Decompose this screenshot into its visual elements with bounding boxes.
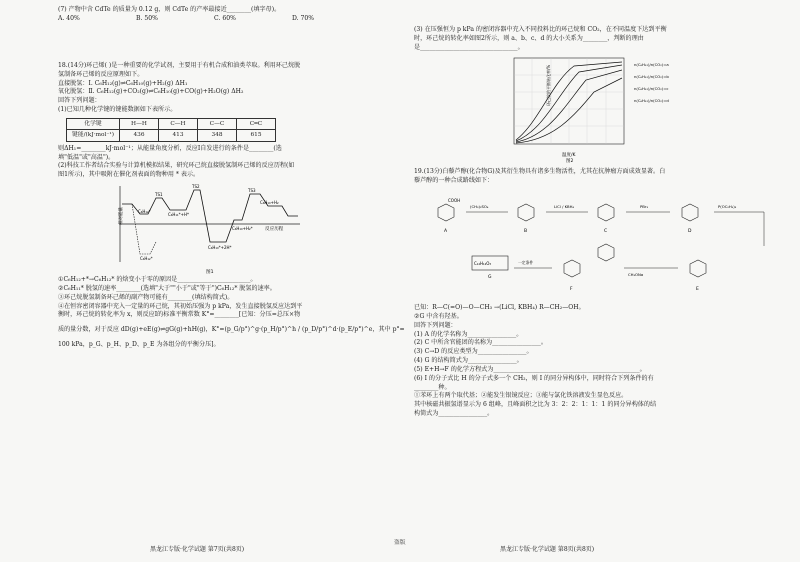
q18-intro-2: 氢制备环己烯的反应原理如下。 (58, 70, 144, 78)
q19-answer-prompt: 回答下列问题： (414, 321, 457, 329)
reagent-de: P(OC₂H₅)₃ (718, 204, 737, 210)
table-cell: 615 (236, 130, 275, 141)
q19-sub-5: (5) E+H→F 的化学方程式为________________________________________________。 (414, 365, 646, 373)
legend-d: n(C₆H₁₂)/n(CO₂)=d (634, 98, 669, 104)
q18-sub-4-line-1: ④在恒容密闭容器中充入一定量的环己烷，其初始压强为 p kPa，发生直接脱氢反应达到平 (58, 302, 303, 310)
q19-sub-4: (4) G 的结构简式为________________。 (414, 357, 523, 365)
q19-sub-3: (3) C→D 的反应类型为________________。 (414, 348, 533, 356)
center-stamp: 盗版 (394, 540, 406, 546)
label-c6h10-2h: C₆H₁₀*+2H* (208, 245, 232, 251)
compound-h-ring (598, 244, 614, 261)
label-c6h12-ads: C₆H₁₂* (138, 209, 151, 215)
bond-energy-table (66, 118, 276, 142)
q18-sub-2: ②C₆H₁₁* 脱氢的速率________(选填"大于""小于"或"等于")C₆H₁₂* 脱氢的速率。 (58, 284, 276, 292)
synthesis-route (414, 186, 786, 304)
label-a: A (444, 229, 448, 235)
q19-sub-1: (1) A 的化学名称为________________。 (414, 330, 523, 338)
q7-option-a: A. 40% (58, 14, 80, 22)
fig2-ylabel: 环己烷的平衡转化率/% (546, 65, 551, 107)
label-d: D (688, 229, 692, 235)
table-header-cell: C═C (236, 118, 275, 129)
fig1-ylabel: 相对能量 (119, 207, 124, 226)
reaction-arrows (466, 212, 764, 268)
q7-options (58, 15, 368, 24)
given-2: ②G 中含有羟基。 (414, 312, 463, 320)
reagent-fg: 一定条件 (518, 260, 534, 266)
legend-b: n(C₆H₁₂)/n(CO₂)=b (634, 74, 669, 80)
label-ts3: TS3 (248, 188, 256, 194)
energy-profile-figure (110, 180, 310, 276)
compound-a-ring (438, 204, 454, 221)
q19-sub-6-line-3: ①苯环上有两个取代基；②能发生银镜反应；③能与氯化铁溶液发生显色反应。 (414, 392, 628, 400)
q18-part-2-line-1: (2)科技工作者结合实验与计算机模拟结果，研究环己烷直接脱氢制环己烯的反应历程(如 (58, 162, 295, 170)
q18-part-3-line-2: 时，环己烷的转化率如图2所示，则 a、b、c、d 的大小关系为________，判断的理由 (414, 34, 644, 42)
table-cell: 348 (197, 130, 236, 141)
q18-sub-4-line-4: 100 kPa，p_G、p_H、p_D、p_E 为各组分的平衡分压]。 (58, 341, 220, 349)
label-c6h10-h2-ads: C₆H₁₀+H₂* (232, 226, 253, 232)
label-c6h11: C₆H₁₁*+H* (168, 212, 189, 218)
reagent-bc: LiCl / KBH₄ (554, 204, 575, 210)
right-footer: 黑龙江专版·化学试题 第8页(共8页) (500, 546, 595, 554)
q18-sub-1: ①C₆H₁₂+*→C₆H₁₂* 的焓变小于零的原因是________________________。 (58, 276, 257, 284)
label-b: B (524, 229, 528, 235)
fig1-caption: 图1 (206, 270, 214, 276)
legend-a: n(C₆H₁₂)/n(CO₂)=a (634, 62, 669, 68)
table-header-cell: C—C (197, 118, 236, 129)
table-header-cell: 化学键 (67, 118, 120, 129)
g-formula: C₁₄H₁₂O₃ (474, 261, 491, 267)
table-cell: 436 (119, 130, 158, 141)
conversion-figure (474, 52, 774, 165)
q19-intro-2: 藜芦醇的一种合成路线如下： (414, 177, 494, 185)
q7-option-b: B. 50% (136, 14, 158, 22)
q19-sub-6-line-2: ________种。 (414, 383, 451, 391)
label-c: C (604, 229, 608, 235)
q19-sub-6-line-1: (6) I 的分子式比 H 的分子式多一个 CH₂，则 I 的同分异构体中，同时符合下列条件的有 (414, 374, 654, 382)
q18-sub-4-line-2: 衡时，环己烷的转化率为 x，则反应Ⅰ的标准平衡常数 K°=________[已知：分压=总压×物 (58, 311, 301, 319)
compound-e-ring (690, 260, 706, 277)
q18-intro-1: 18.(14分)环己烯( )是一种重要的化学试剂，主要用于有机合成和油类萃取。利用环己烷脱 (58, 62, 301, 69)
legend-c: n(C₆H₁₂)/n(CO₂)=c (634, 86, 669, 92)
q19-sub-6-line-5: 构简式为________________。 (414, 410, 494, 418)
q18-part-1: (1)已知几种化学键的键能数据如下表所示。 (58, 106, 177, 114)
reagent-ef: CH₃ONa (628, 272, 644, 278)
fig2-legend (634, 62, 669, 103)
table-header-cell: C—H (158, 118, 197, 129)
q18-part-3-line-1: (3) 在压强恒为 p kPa 的密闭容器中充入不同投料比的环己烷和 CO₂，在不同温度下达到平衡 (414, 26, 667, 33)
cooh-label: COOH (448, 198, 461, 204)
q18-part-3-line-3: 是________________________________。 (414, 43, 524, 51)
compound-d-ring (682, 204, 698, 221)
table-cell: 413 (158, 130, 197, 141)
fig1-xlabel: 反应历程 (265, 227, 284, 233)
q7-block (58, 6, 368, 24)
reagent-ab: (CH₃)₂SO₄ (470, 204, 489, 210)
q18-part-3 (414, 26, 786, 419)
label-c6h12-bottom: C₆H₁₂* (140, 256, 153, 262)
q18-part-1-question-1: 则ΔH₁=________kJ·mol⁻¹；从能量角度分析，反应Ⅰ自发进行的条件是________(选 (58, 144, 282, 152)
q7-option-d: D. 70% (292, 14, 315, 22)
q18-reaction-2: 氧化脱氢：Ⅱ. C₆H₁₂(g)+CO₂(g)⇌C₆H₁₀(g)+CO(g)+H₂O(g) ΔH₂ (58, 88, 244, 96)
table-header-cell: H—H (119, 118, 158, 129)
q19-sub-6-line-4: 其中核磁共振氢谱显示为 6 组峰，且峰面积之比为 3：2：2：1：1：1 的同分异构体的结 (414, 401, 657, 409)
compound-f-ring (564, 260, 580, 277)
reagent-cd: PBr₃ (640, 204, 648, 210)
left-footer: 黑龙江专版·化学试题 第7页(共8页) (150, 546, 245, 554)
q18-part-2-line-2: 图1所示)，其中吸附在催化剂表面的物种用 * 表示。 (58, 171, 200, 179)
label-e: E (696, 287, 699, 293)
label-c6h10-h2: C₆H₁₀+H₂ (260, 200, 279, 206)
compound-b-ring (518, 204, 534, 221)
right-page (400, 0, 800, 562)
q7-stem: (7) 产物中含 CdTe 的质量为 0.12 g，则 CdTe 的产率最接近________(填字母)。 (58, 6, 281, 13)
q18-reaction-1: 直接脱氢：Ⅰ. C₆H₁₂(g)⇌C₆H₁₀(g)+H₂(g) ΔH₁ (58, 79, 188, 87)
q19-intro-1: 19.(13分)白藜芦醇(化合物G)及其衍生物具有诸多生物活性，尤其在抗肿瘤方面成效显著。白 (414, 168, 666, 176)
label-g: G (488, 275, 492, 281)
fig2-caption: 图2 (566, 159, 574, 165)
q18-sub-4-line-3: 质的量分数，对于反应 dD(g)+eE(g)⇌gG(g)+hH(g)，K°=(p_G/p°)^g·(p_H/p°)^h / (p_D/p°)^d·(p_E/p°)^e，其中 p°= (58, 326, 405, 334)
label-ts2: TS2 (192, 184, 200, 190)
q19-sub-2: (2) C 中所含官能团的名称为________________。 (414, 339, 547, 347)
compound-c-ring (598, 204, 614, 221)
fig2-xlabel: 温度/K (562, 153, 576, 159)
q18-answer-prompt: 回答下列问题： (58, 97, 101, 105)
q18-part-1-question-2: 填"低温"或"高温")。 (58, 153, 115, 161)
energy-curve (122, 190, 298, 242)
fig2-grid (514, 58, 624, 144)
q18-block (58, 62, 405, 350)
q7-option-c: C. 60% (214, 14, 236, 22)
table-row-label: 键能/(kJ·mol⁻¹) (67, 130, 120, 141)
label-ts1: TS1 (155, 192, 163, 198)
q18-sub-3: ③环己烷脱氢制备环己烯的副产物可能有________(填结构简式)。 (58, 293, 234, 301)
label-f: F (570, 287, 573, 293)
given-1: 已知：R—C(=O)—O—CH₃ →(LiCl, KBH₄) R—CH₂—OH。 (414, 304, 585, 312)
